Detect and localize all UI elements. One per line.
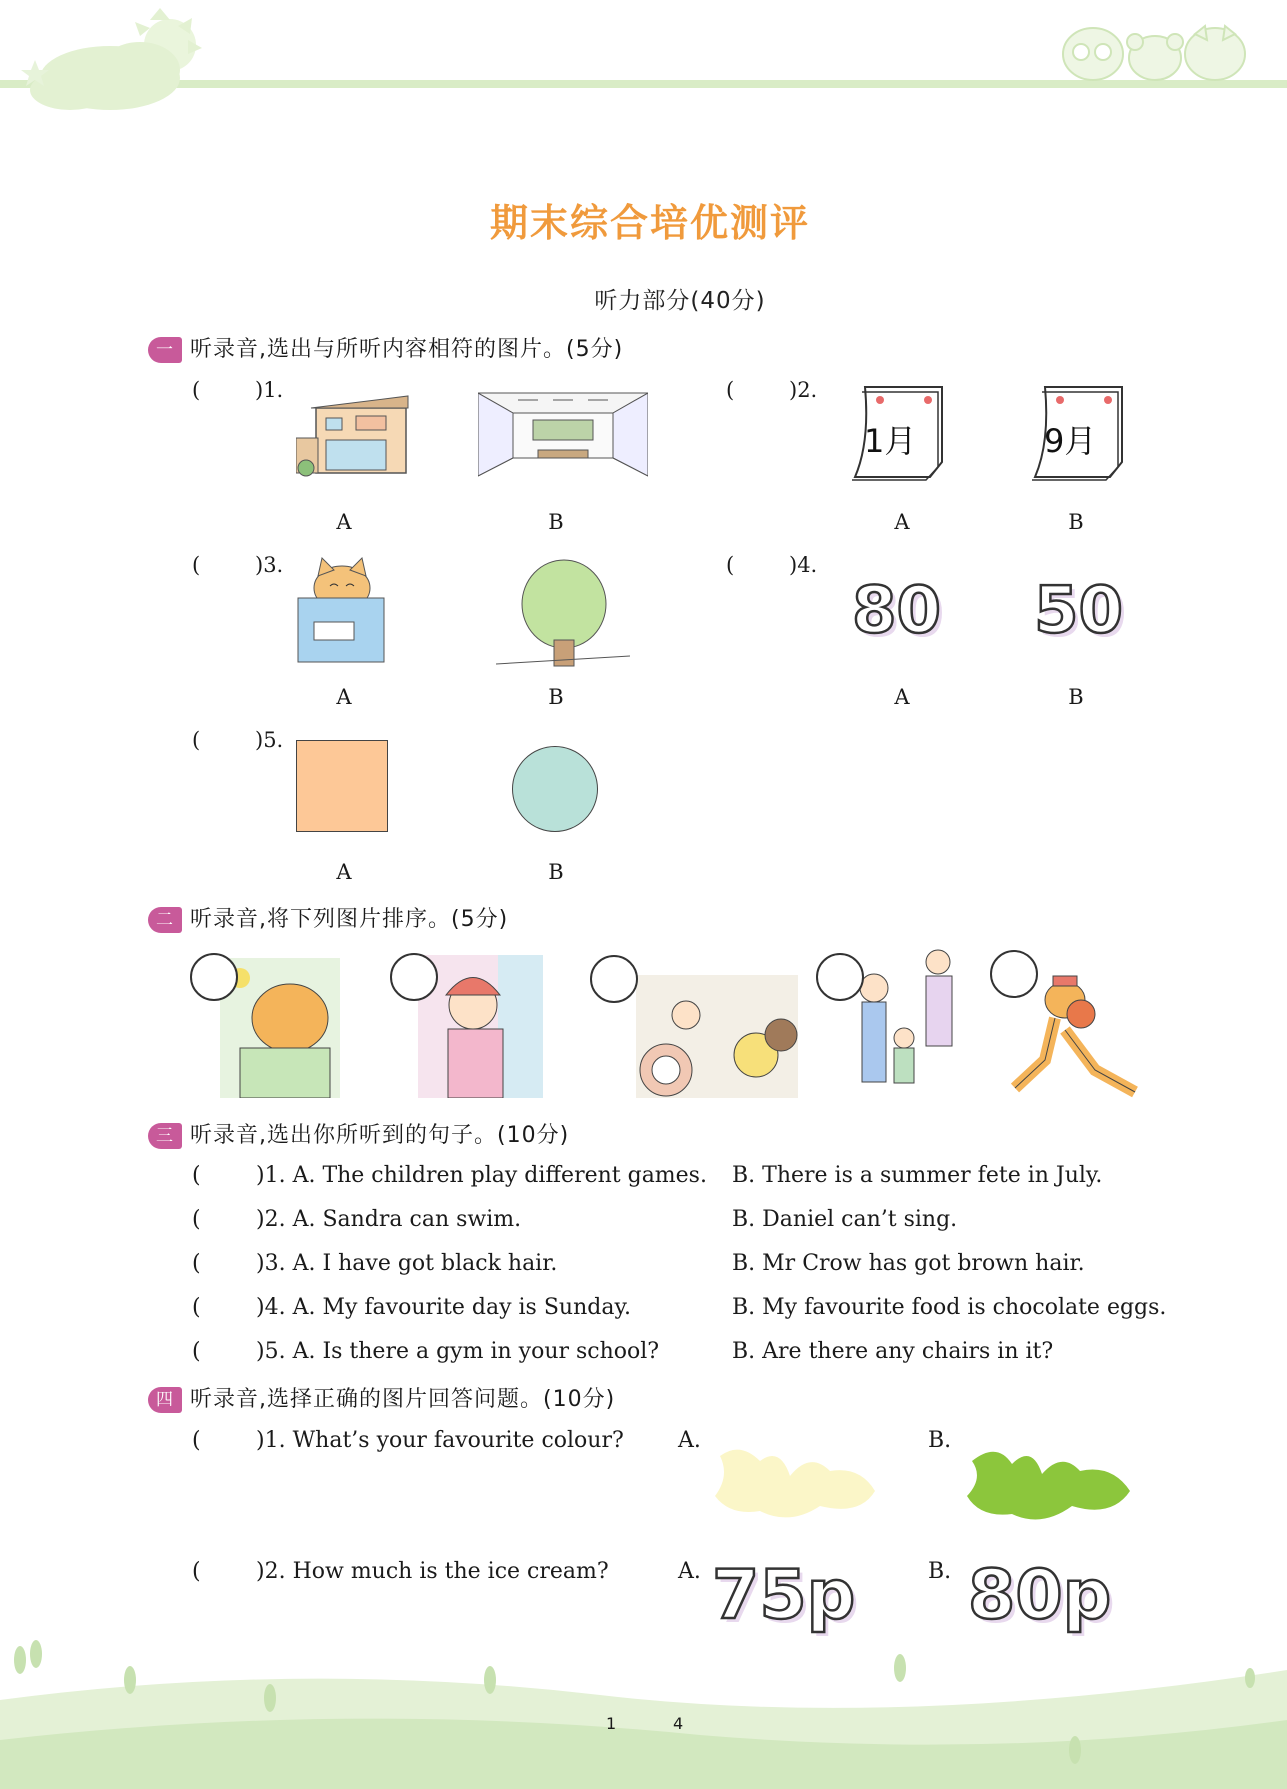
sentence-option-b: B. Mr Crow has got brown hair.: [732, 1251, 1085, 1276]
question-number: )1.: [255, 378, 284, 402]
classroom-image: [478, 388, 648, 480]
sentence-option-b: B. Are there any chairs in it?: [732, 1339, 1054, 1364]
order-circle-2[interactable]: [390, 953, 438, 1001]
section-badge: 三: [148, 1123, 182, 1149]
archery-children-picture: [636, 975, 798, 1098]
sentence-option-b: B. Daniel can’t sing.: [732, 1207, 958, 1232]
orange-square-image: [296, 740, 388, 832]
answer-paren: (: [192, 1339, 201, 1364]
page-number-right: 4: [673, 1714, 684, 1733]
order-circle-5[interactable]: [990, 950, 1038, 998]
sentence-option-b: B. There is a summer fete in July.: [732, 1163, 1103, 1188]
sun-cloud-icon: [10, 0, 210, 120]
option-b-label: B.: [928, 1559, 952, 1584]
order-circle-4[interactable]: [816, 953, 864, 1001]
footer-hills-decoration: [0, 1640, 1287, 1789]
number-50-image: 50: [1034, 574, 1124, 648]
option-a-label: A: [894, 685, 910, 709]
question-number: )5.: [255, 728, 284, 752]
section-1-heading: [148, 332, 623, 363]
option-b-label: B.: [928, 1428, 952, 1453]
sentence-option-a: )4. A. My favourite day is Sunday.: [256, 1295, 631, 1320]
tree-image: [496, 556, 630, 671]
question-number: )4.: [789, 553, 818, 577]
answer-paren: (: [192, 1428, 201, 1453]
option-b-label: B: [548, 510, 564, 534]
option-b-label: B: [1068, 685, 1084, 709]
question-text: )1. What’s your favourite colour?: [256, 1428, 624, 1453]
option-b-label: B: [548, 860, 564, 884]
animal-faces-icon: [1055, 22, 1255, 84]
option-a-label: A.: [678, 1428, 701, 1453]
answer-paren: (: [192, 1163, 201, 1188]
order-circle-1[interactable]: [190, 953, 238, 1001]
section-3-heading: [148, 1118, 569, 1149]
price-75p-image: 75p: [712, 1556, 856, 1635]
section-heading-text: 听录音,选出与所听内容相符的图片。(5分): [190, 337, 624, 362]
question-text: )2. How much is the ice cream?: [256, 1559, 609, 1584]
answer-paren: (: [192, 1251, 201, 1276]
section-2-heading: [148, 902, 508, 933]
page-number-left: 1: [606, 1714, 617, 1733]
question-number: )3.: [255, 553, 284, 577]
answer-paren: (: [192, 378, 201, 402]
listening-part-subtitle: 听力部分(40分): [594, 288, 766, 314]
option-a-label: A: [894, 510, 910, 534]
order-circle-3[interactable]: [590, 955, 638, 1003]
shop-building-image: [296, 378, 416, 478]
page-title: 期末综合培优测评: [489, 201, 810, 245]
section-badge: 一: [148, 337, 182, 363]
answer-paren: (: [192, 1559, 201, 1584]
section-heading-text: 听录音,将下列图片排序。(5分): [190, 907, 509, 932]
family-picture: [846, 948, 966, 1098]
option-a-label: A.: [678, 1559, 701, 1584]
section-badge: 四: [148, 1387, 182, 1413]
sentence-option-b: B. My favourite food is chocolate eggs.: [732, 1295, 1167, 1320]
calendar-text: 1月: [864, 422, 917, 460]
answer-paren: (: [192, 553, 201, 577]
answer-paren: (: [192, 1295, 201, 1320]
sentence-option-a: )5. A. Is there a gym in your school?: [256, 1339, 660, 1364]
section-heading-text: 听录音,选择正确的图片回答问题。(10分): [190, 1387, 616, 1412]
teal-circle-image: [512, 746, 598, 832]
calendar-text: 9月: [1044, 422, 1097, 460]
sentence-option-a: )1. A. The children play different games.: [256, 1163, 707, 1188]
price-80p-image: 80p: [968, 1556, 1112, 1635]
section-4-heading: [148, 1382, 615, 1413]
answer-paren: (: [726, 378, 735, 402]
answer-paren: (: [726, 553, 735, 577]
question-number: )2.: [789, 378, 818, 402]
option-b-label: B: [1068, 510, 1084, 534]
option-a-label: A: [336, 510, 352, 534]
option-b-label: B: [548, 685, 564, 709]
number-80-image: 80: [852, 574, 942, 648]
calendar-january-image: [850, 382, 945, 482]
option-a-label: A: [336, 685, 352, 709]
pale-yellow-paint-splash: [710, 1436, 880, 1526]
green-paint-splash: [962, 1436, 1132, 1526]
cat-in-box-image: [294, 556, 390, 666]
section-badge: 二: [148, 907, 182, 933]
answer-paren: (: [192, 728, 201, 752]
option-a-label: A: [336, 860, 352, 884]
sentence-option-a: )2. A. Sandra can swim.: [256, 1207, 522, 1232]
sentence-option-a: )3. A. I have got black hair.: [256, 1251, 558, 1276]
calendar-september-image: [1030, 382, 1125, 482]
section-heading-text: 听录音,选出你所听到的句子。(10分): [190, 1123, 570, 1148]
answer-paren: (: [192, 1207, 201, 1232]
tiger-sneezing-picture: [220, 958, 340, 1098]
